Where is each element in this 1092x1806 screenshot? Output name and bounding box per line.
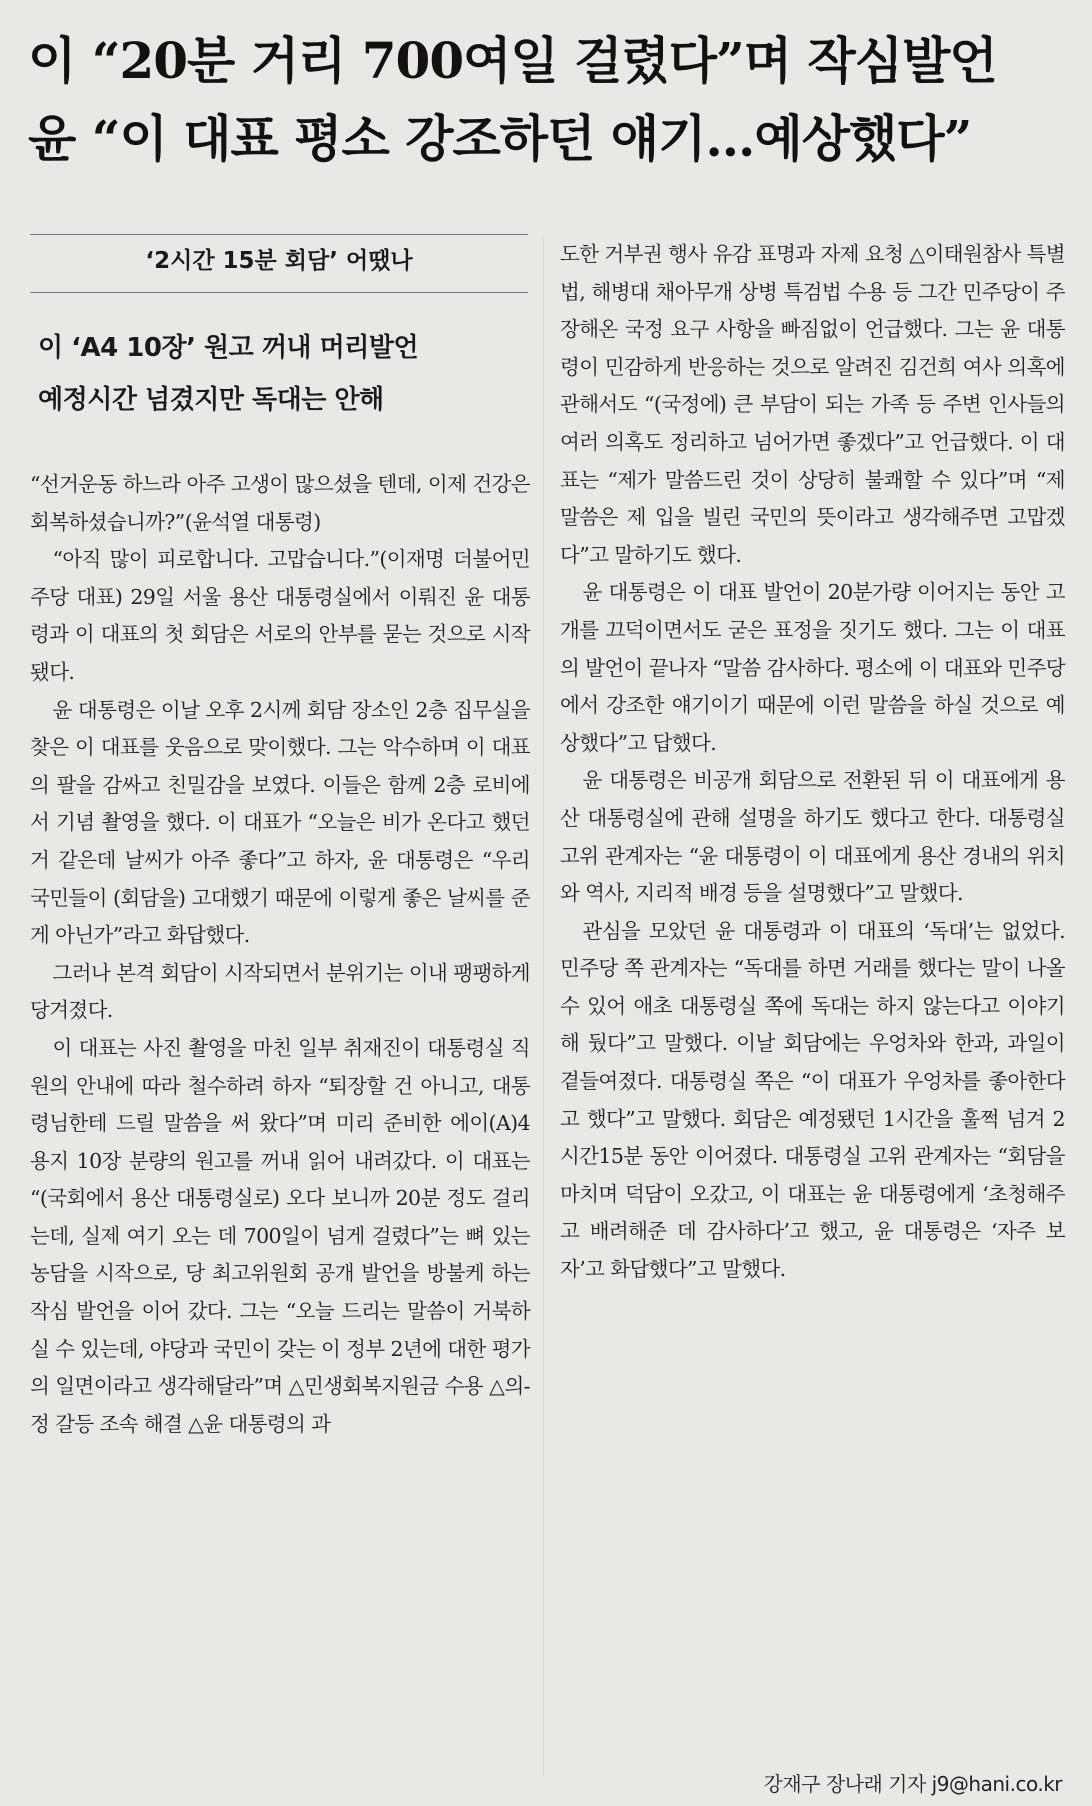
subheadline [38,322,528,426]
left-paragraph-2: “아직 많이 피로합니다. 고맙습니다.”(이재명 더불어민주당 대표) 29일 서울 용산 대통령실에서 이뤄진 윤 대통령과 이 대표의 첫 회담은 서로의 안부를 묻는 것으로 시작됐다. [30,547,530,684]
right-paragraph-4: 관심을 모았던 윤 대통령과 이 대표의 ‘독대’는 없었다. 민주당 쪽 관계자는 “독대를 하면 거래를 했다는 말이 나올 수 있어 애초 대통령실 쪽에 독대는 하지 않는다고 이야기해 뒀다”고 말했다. 이날 회담에는 우엉차와 한과, 과일이 곁들여졌다. 대통령실 쪽은 “이 대표가 우엉차를 좋아한다고 했다”고 말했다. 회담은 예정됐던 1시간을 훌쩍 넘겨 2시간15분 동안 이어졌다. 대통령실 고위 관계자는 “회담을 마치며 덕담이 오갔고, 이 대표는 윤 대통령에게 ‘초청해주고 배려해준 데 감사하다’고 했고, 윤 대통령은 ‘자주 보자’고 화답했다”고 말했다. [560,918,1065,1282]
byline: 강재구 장나래 기자 j9@hani.co.kr [763,1772,1062,1796]
subheadline-line-1: 이 ‘A4 10장’ 원고 꺼내 머리발언 [38,333,419,363]
right-paragraph-2: 윤 대통령은 이 대표 발언이 20분가량 이어지는 동안 고개를 끄덕이면서도 굳은 표정을 짓기도 했다. 그는 이 대표의 발언이 끝나자 “말씀 감사하다. 평소에 이 대표와 민주당에서 강조한 얘기이기 때문에 이런 말씀을 하실 것으로 예상했다”고 답했다. [560,580,1065,755]
right-column [560,236,1065,1289]
headline-line-2: 윤 “이 대표 평소 강조하던 얘기…예상했다” [28,109,972,168]
left-column [30,466,530,1443]
box-top-rule [30,234,528,235]
left-paragraph-4: 그러나 본격 회담이 시작되면서 분위기는 이내 팽팽하게 당겨졌다. [30,960,530,1023]
subheadline-line-2: 예정시간 넘겼지만 독대는 안해 [38,385,384,415]
right-paragraph-3: 윤 대통령은 비공개 회담으로 전환된 뒤 이 대표에게 용산 대통령실에 관해 설명을 하기도 했다고 한다. 대통령실 고위 관계자는 “윤 대통령이 이 대표에게 용산 경내의 위치와 역사, 지리적 배경 등을 설명했다”고 말했다. [560,768,1065,906]
headline-line-1: 이 “20분 거리 700여일 걸렸다”며 작심발언 [28,31,997,90]
headline [28,22,1048,178]
column-gutter [543,236,544,1776]
left-paragraph-1: “선거운동 하느라 아주 고생이 많으셨을 텐데, 이제 건강은 회복하셨습니까?”(윤석열 대통령) [30,472,530,534]
right-paragraph-1: 도한 거부권 행사 유감 표명과 자제 요청 △이태원참사 특별법, 해병대 채아무개 상병 특검법 수용 등 그간 민주당이 주장해온 국정 요구 사항을 빠짐없이 언급했다. 그는 윤 대통령이 민감하게 반응하는 것으로 알려진 김건희 여사 의혹에 관해서도 “(국정에) 큰 부담이 되는 가족 등 주변 인사들의 여러 의혹도 정리하고 넘어가면 좋겠다”고 언급했다. 이 대표는 “제가 말씀드린 것이 상당히 불쾌할 수 있다”며 “제 말씀은 제 입을 빌린 국민의 뜻이라고 생각해주면 고맙겠다”고 말하기도 했다. [560,242,1065,567]
box-bottom-rule [30,292,528,293]
left-paragraph-5: 이 대표는 사진 촬영을 마친 일부 취재진이 대통령실 직원의 안내에 따라 철수하려 하자 “퇴장할 건 아니고, 대통령님한테 드릴 말씀을 써 왔다”며 미리 준비한 에이(A)4 용지 10장 분량의 원고를 꺼내 읽어 내려갔다. 이 대표는 “(국회에서 용산 대통령실로) 오다 보니까 20분 정도 걸리는데, 실제 여기 오는 데 700일이 넘게 걸렸다”는 뼈 있는 농담을 시작으로, 당 최고위원회 공개 발언을 방불케 하는 작심 발언을 이어 갔다. 그는 “오늘 드리는 말씀이 거북하실 수 있는데, 야당과 국민이 갖는 이 정부 2년에 대한 평가의 일면이라고 생각해달라”며 △민생회복지원금 수용 △의-정 갈등 조속 해결 △윤 대통령의 과 [30,1035,530,1436]
box-title: ‘2시간 15분 회담’ 어땠나 [145,248,413,274]
left-paragraph-3: 윤 대통령은 이날 오후 2시께 회담 장소인 2층 집무실을 찾은 이 대표를 웃음으로 맞이했다. 그는 악수하며 이 대표의 팔을 감싸고 친밀감을 보였다. 이들은 함께 2층 로비에서 기념 촬영을 했다. 이 대표가 “오늘은 비가 온다고 했던 거 같은데 날씨가 아주 좋다”고 하자, 윤 대통령은 “우리 국민들이 (회담을) 고대했기 때문에 이렇게 좋은 날씨를 준 게 아닌가”라고 화답했다. [30,697,530,948]
